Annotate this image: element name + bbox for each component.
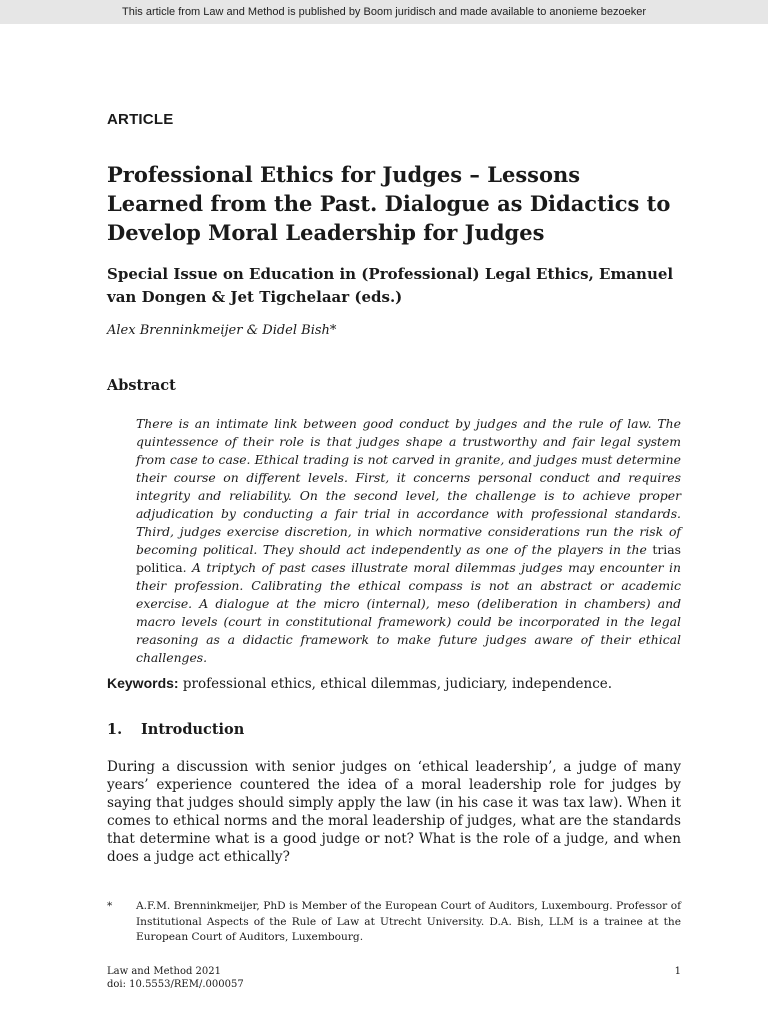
section-title: Introduction <box>141 721 245 738</box>
abstract-text-part-2: . A triptych of past cases illustrate moral dilemmas judges may encounter in their profession. Calibrating the ethical compass is not an abstract or academic exercise. A dialogue at the micro (internal), meso (deliberation in chambers) and macro levels (court in constitutional framework) could be incorporated in the legal reasoning as a didactic framework to make future judges aware of their ethical challenges. <box>136 560 681 665</box>
section-heading-introduction <box>107 721 244 738</box>
footnote-mark: * <box>107 900 113 912</box>
abstract-text <box>136 415 681 667</box>
page-footer <box>107 965 681 991</box>
footnote-text: A.F.M. Brenninkmeijer, PhD is Member of the European Court of Auditors, Luxembourg. Professor of Institutional Aspects of the Rule of Law at Utrecht University. D.A. Bish, LLM is a trainee at the European Court of Auditors, Luxembourg. <box>136 900 681 943</box>
access-banner: This article from Law and Method is published by Boom juridisch and made available to anonieme bezoeker <box>0 0 768 24</box>
keywords-label: Keywords: <box>107 675 179 691</box>
footer-doi: doi: 10.5553/REM/.000057 <box>107 979 244 990</box>
abstract-text-part-1: There is an intimate link between good conduct by judges and the rule of law. The quintessence of their role is that judges shape a trustworthy and fair legal system from case to case. Ethical trading is not carved in granite, and judges must determine their course on different levels. First, it concerns personal conduct and requires integrity and reliability. On the second level, the challenge is to achieve proper adjudication by conducting a fair trial in accordance with professional standards. Third, judges exercise discretion, in which normative considerations run the risk of becoming political. They should act independently as one of the players in the <box>136 416 681 557</box>
body-paragraph: During a discussion with senior judges on ‘ethical leadership’, a judge of many years’ experience countered the idea of a moral leadership role for judges by saying that judges should simply apply the law (in his case it was tax law). When it comes to ethical norms and the moral leadership of judges, what are the standards that determine what is a good judge or not? What is the role of a judge, and when does a judge act ethically? <box>107 759 681 865</box>
abstract-emphasis: trias politica <box>136 542 681 575</box>
special-issue-subtitle: Special Issue on Education in (Professional) Legal Ethics, Emanuel van Dongen & Jet Tigchelaar (eds.) <box>107 265 674 306</box>
page-number: 1 <box>674 966 681 977</box>
article-title: Professional Ethics for Judges – Lessons Learned from the Past. Dialogue as Didactics to Develop Moral Leadership for Judges <box>107 162 671 245</box>
section-number: 1. <box>107 721 123 738</box>
author-line: Alex Brenninkmeijer & Didel Bish* <box>107 323 337 338</box>
footer-journal: Law and Method 2021 <box>107 966 221 977</box>
keywords-line <box>107 675 612 692</box>
abstract-heading: Abstract <box>107 377 176 394</box>
keywords-text: professional ethics, ethical dilemmas, judiciary, independence. <box>182 676 613 692</box>
article-type-label: ARTICLE <box>107 111 174 128</box>
footnote <box>107 899 681 946</box>
